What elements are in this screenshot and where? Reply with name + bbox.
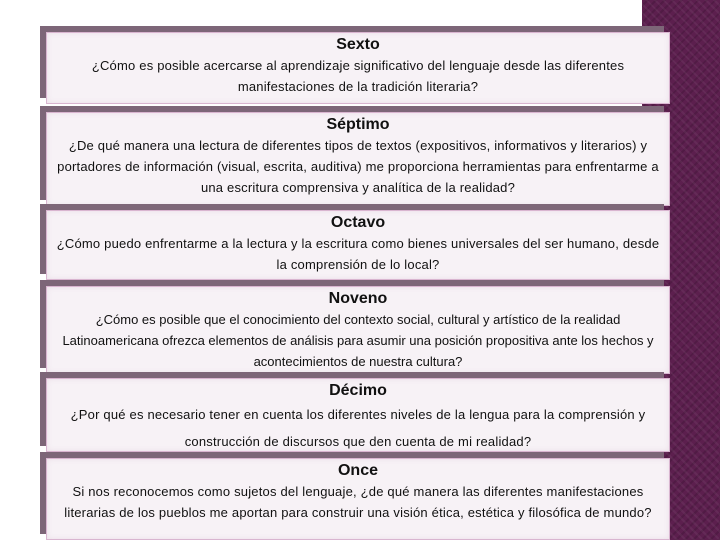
guiding-question: ¿Cómo es posible acercarse al aprendizaje significativo del lenguaje desde las diferentes manifestaciones de la tradición literaria?	[91, 58, 625, 94]
card-content	[46, 32, 670, 104]
card-content	[46, 378, 670, 452]
card-content	[46, 458, 670, 540]
card-content	[46, 112, 670, 206]
grade-card-noveno	[40, 280, 670, 374]
guiding-question: ¿Cómo puedo enfrentarme a la lectura y la escritura como bienes universales del ser humano, desde la comprensión de lo local?	[56, 236, 660, 272]
grade-card-once	[40, 452, 670, 540]
grade-title: Sexto	[336, 36, 380, 53]
guiding-question: Si nos reconocemos como sujetos del lenguaje, ¿de qué manera las diferentes manifestaciones literarias de los pueblos me aportan para construir una visión ética, estética y filosófica de mundo?	[64, 484, 652, 520]
guiding-question: ¿De qué manera una lectura de diferentes tipos de textos (expositivos, informativos y literarios) y portadores de información (visual, escrita, auditiva) me proporciona herramientas para enfrentarme a una escritura comprensiva y analítica de la realidad?	[57, 138, 659, 195]
card-content	[46, 286, 670, 374]
grade-title: Octavo	[330, 214, 386, 231]
grade-title: Séptimo	[326, 116, 390, 133]
grade-title: Noveno	[328, 290, 388, 307]
grade-card-septimo	[40, 106, 670, 206]
card-content	[46, 210, 670, 280]
grade-card-sexto	[40, 26, 670, 104]
guiding-question: ¿Por qué es necesario tener en cuenta los diferentes niveles de la lengua para la comprensión y construcción de discursos que den cuenta de mi realidad?	[70, 407, 646, 449]
grade-card-octavo	[40, 204, 670, 280]
grade-title: Once	[337, 462, 378, 479]
grade-title: Décimo	[329, 382, 387, 399]
guiding-question: ¿Cómo es posible que el conocimiento del contexto social, cultural y artístico de la realidad Latinoamericana ofrezca elementos de análisis para asumir una posición propositiva ante los hechos y acontecimientos de nuestra cultura?	[62, 312, 654, 369]
grade-card-decimo	[40, 372, 670, 452]
